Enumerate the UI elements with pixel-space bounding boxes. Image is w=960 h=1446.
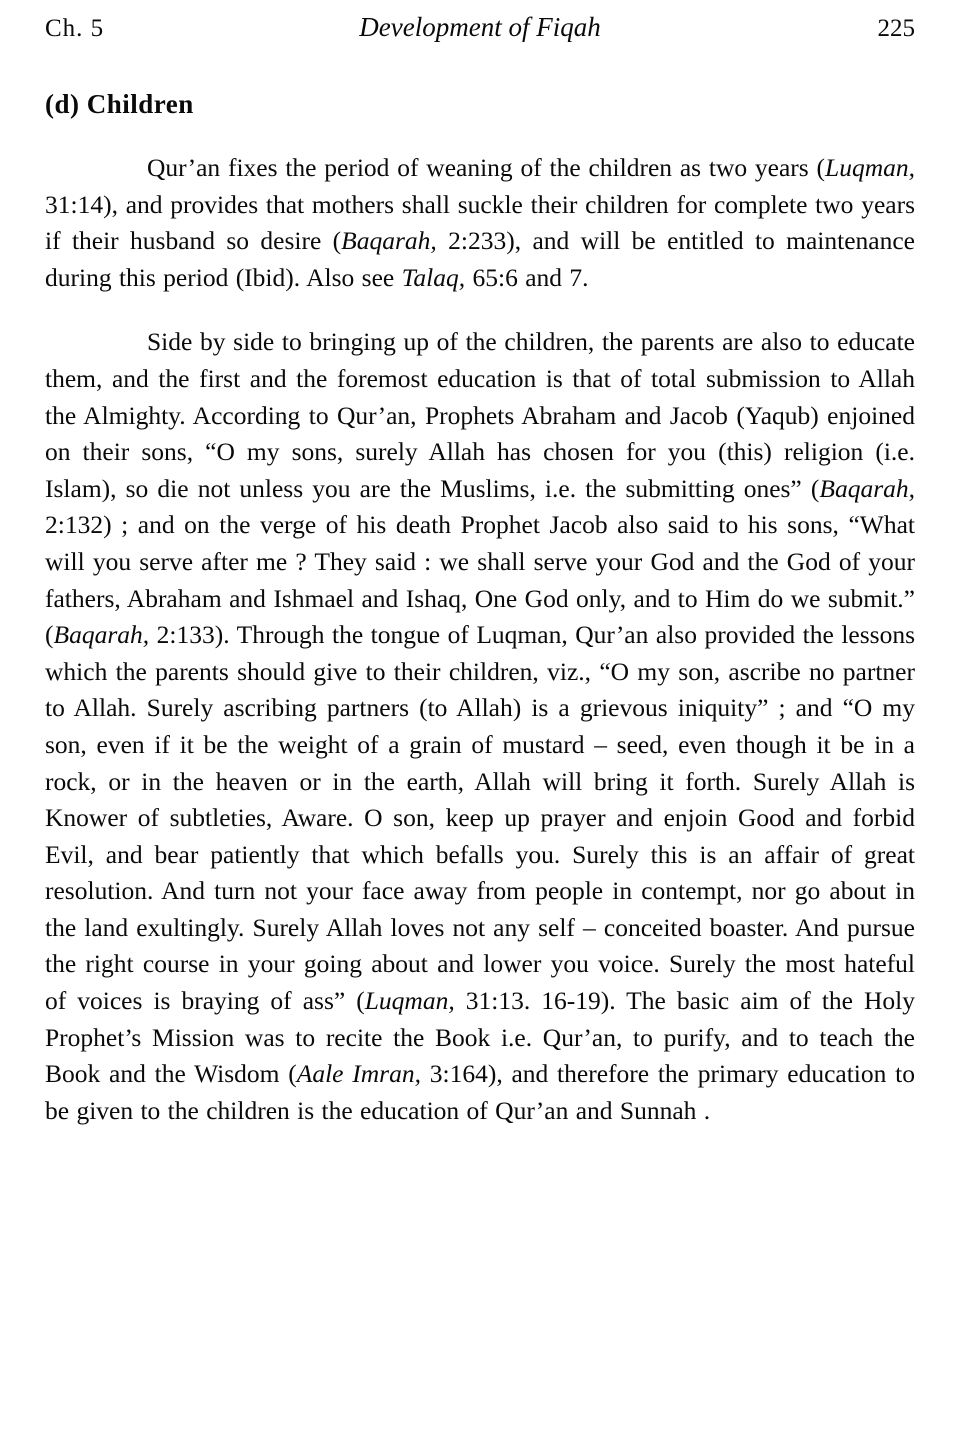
page-header: [45, 8, 915, 43]
text-run: 31:13. 16-19). The basic aim of the Holy Prophet’s Mission was to recite the Book i.e. Qur’an, to purify, and to teach the Book and the Wisdom (: [45, 986, 915, 1089]
section-heading: (d) Children: [45, 89, 194, 119]
text-run: 31:14), and provides that mothers shall suckle their children for complete two years if their husband so desire (: [45, 189, 915, 256]
italic-text-run: Baqarah,: [53, 620, 150, 650]
italic-text-run: Aale Imran,: [296, 1059, 421, 1089]
text-run: 3:164), and therefore the primary education to be given to the children is the education of Qur’an and Sunnah .: [45, 1059, 915, 1125]
italic-text-run: Luqman,: [364, 986, 455, 1016]
text-run: 2:132) ; and on the verge of his death Prophet Jacob also said to his sons, “What will you serve after me ? They said : we shall serve your God and the God of your fathers, Abraham and Ishmael and Ishaq, One God only, and to Him do we submit.” (: [45, 510, 915, 650]
text-run: Side by side to bringing up of the children, the parents are also to educate them, and the first and the foremost education is that of total submission to Allah the Almighty. According to Qur’an, Prophets Abraham and Jacob (Yaqub) enjoined on their sons, “O my sons, surely Allah has chosen for you (this) religion (i.e. Islam), so die not unless you are the Muslims, i.e. the submitting ones” (: [45, 327, 915, 503]
italic-text-run: Baqarah,: [341, 226, 437, 256]
paragraph-2: [45, 324, 915, 1129]
text-run: Qur’an fixes the period of weaning of the children as two years (: [147, 153, 826, 182]
text-run: 65:6 and 7.: [465, 262, 589, 292]
running-title: Development of Fiqah: [359, 12, 601, 42]
text-run: 2:233), and will be entitled to maintenance during this period (Ibid). Also see: [45, 226, 915, 292]
italic-text-run: Baqarah,: [819, 473, 915, 503]
paragraph-1: [45, 150, 915, 296]
page-number: 225: [877, 15, 915, 42]
italic-text-run: Talaq,: [401, 262, 466, 292]
italic-text-run: Luqman,: [825, 153, 915, 182]
text-run: 2:133). Through the tongue of Luqman, Qur’an also provided the lessons which the parents should give to their children, viz., “O my son, ascribe no partner to Allah. Surely ascribing partners (to Allah) is a grievous iniquity” ; and “O my son, even if it be the weight of a grain of mustard – seed, even though it be in a rock, or in the heaven or in the earth, Allah will bring it forth. Surely Allah is Knower of subtleties, Aware. O son, keep up prayer and enjoin Good and forbid Evil, and bear patiently that which befalls you. Surely this is an affair of great resolution. And turn not your face away from people in contempt, nor go about in the land exultingly. Surely Allah loves not any self – conceited boaster. And pursue the right course in your going about and lower you voice. Surely the most hateful of voices is braying of ass” (: [45, 620, 915, 1016]
chapter-label: Ch. 5: [45, 15, 105, 42]
paragraphs: [45, 150, 915, 1129]
